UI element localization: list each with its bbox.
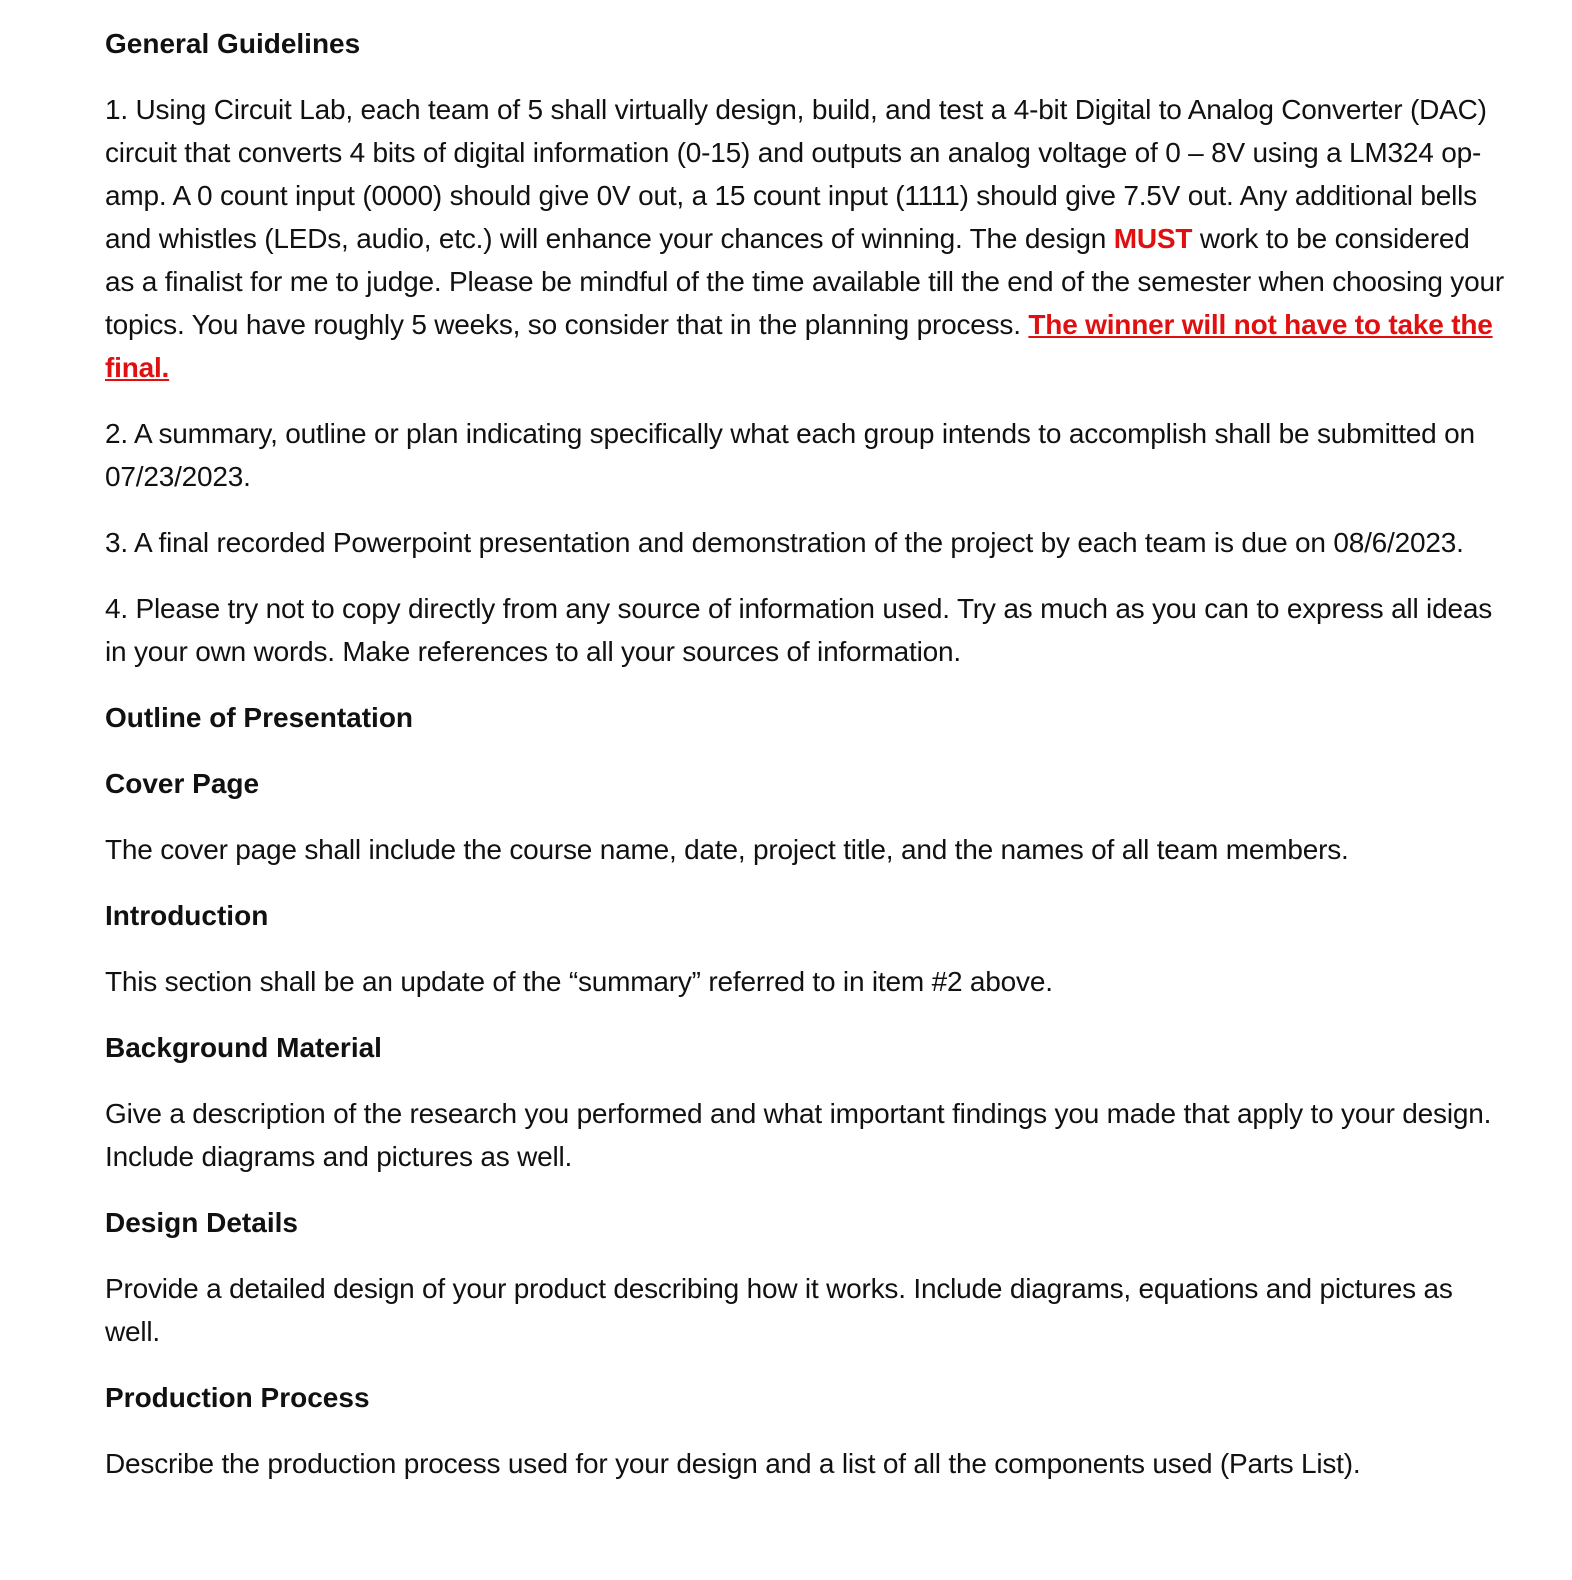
design-details-heading: Design Details xyxy=(105,1207,298,1238)
background-text: Give a description of the research you performed and what important findings you made that apply to your design. Include diagrams and pictures as well. xyxy=(105,1098,1492,1172)
cover-page-text: The cover page shall include the course name, date, project title, and the names of all team members. xyxy=(105,834,1349,865)
introduction-text: This section shall be an update of the “summary” referred to in item #2 above. xyxy=(105,966,1053,997)
design-details-text: Provide a detailed design of your product describing how it works. Include diagrams, equations and pictures as well. xyxy=(105,1273,1453,1347)
winner-note: The winner will not have to take the final. xyxy=(105,309,1493,383)
guideline-item-2: 2. A summary, outline or plan indicating specifically what each group intends to accomplish shall be submitted on 07/23/2023. xyxy=(105,418,1475,492)
document-page xyxy=(105,22,1505,1508)
guideline-item-4: 4. Please try not to copy directly from any source of information used. Try as much as you can to express all ideas in your own words. Make references to all your sources of information. xyxy=(105,593,1492,667)
introduction-heading: Introduction xyxy=(105,900,269,931)
production-process-heading: Production Process xyxy=(105,1382,370,1413)
must-emphasis: MUST xyxy=(1113,223,1193,254)
item1-text-part1: 1. Using Circuit Lab, each team of 5 shall virtually design, build, and test a 4-bit Digital to Analog Converter (DAC) circuit that converts 4 bits of digital information (0-15) and outputs an analog voltage of 0 – 8V using a LM324 op-amp. A 0 count input (0000) should give 0V out, a 15 count input (1111) should give 7.5V out. Any additional bells and whistles (LEDs, audio, etc.) will enhance your chances of winning. The design xyxy=(105,94,1487,254)
outline-heading: Outline of Presentation xyxy=(105,702,414,733)
cover-page-heading: Cover Page xyxy=(105,768,260,799)
guideline-item-3: 3. A final recorded Powerpoint presentation and demonstration of the project by each team is due on 08/6/2023. xyxy=(105,527,1464,558)
item1-text-part2: work to be considered as a finalist for me to judge. Please be mindful of the time available till the end of the semester when choosing your topics. You have roughly 5 weeks, so consider that in the planning process. xyxy=(105,223,1504,340)
guideline-item-1 xyxy=(105,88,1505,389)
production-process-text: Describe the production process used for your design and a list of all the components used (Parts List). xyxy=(105,1448,1361,1479)
general-guidelines-heading: General Guidelines xyxy=(105,28,361,59)
background-heading: Background Material xyxy=(105,1032,382,1063)
